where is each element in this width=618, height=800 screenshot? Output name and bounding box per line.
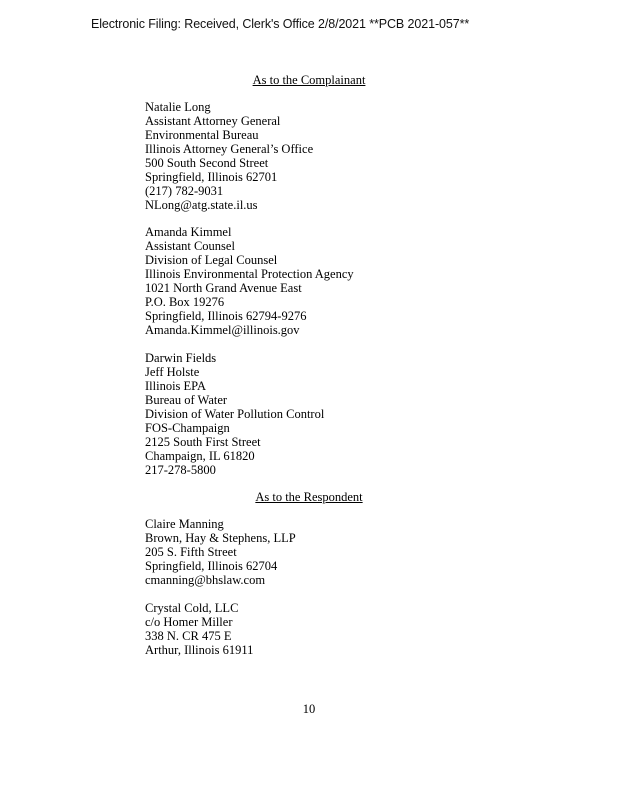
contact-city: Arthur, Illinois 61911 <box>145 643 254 657</box>
contact-block-illinois-epa-fos <box>145 351 565 477</box>
contact-city: Champaign, IL 61820 <box>145 449 255 463</box>
contact-block-crystal-cold <box>145 601 565 657</box>
contact-email: cmanning@bhslaw.com <box>145 573 266 587</box>
contact-street: 2125 South First Street <box>145 435 261 449</box>
contact-name: Natalie Long <box>145 100 211 114</box>
contact-organization: Illinois Attorney General’s Office <box>145 142 314 156</box>
contact-name: Darwin Fields <box>145 351 217 365</box>
contact-city: Springfield, Illinois 62794-9276 <box>145 309 307 323</box>
contact-po-box: P.O. Box 19276 <box>145 295 225 309</box>
contact-title: Assistant Counsel <box>145 239 235 253</box>
contact-organization: Illinois EPA <box>145 379 207 393</box>
contact-street: 205 S. Fifth Street <box>145 545 237 559</box>
contact-name: Jeff Holste <box>145 365 200 379</box>
contact-street: 500 South Second Street <box>145 156 269 170</box>
contact-office: FOS-Champaign <box>145 421 230 435</box>
contact-bureau: Bureau of Water <box>145 393 228 407</box>
contact-email: Amanda.Kimmel@illinois.gov <box>145 323 300 337</box>
contact-department: Environmental Bureau <box>145 128 259 142</box>
contact-city: Springfield, Illinois 62701 <box>145 170 278 184</box>
contact-title: Assistant Attorney General <box>145 114 281 128</box>
contact-care-of: c/o Homer Miller <box>145 615 233 629</box>
page-number: 10 <box>302 702 316 716</box>
contact-street: 338 N. CR 475 E <box>145 629 232 643</box>
contact-division: Division of Legal Counsel <box>145 253 278 267</box>
contact-block-natalie-long <box>145 100 565 212</box>
contact-organization: Illinois Environmental Protection Agency <box>145 267 354 281</box>
contact-division: Division of Water Pollution Control <box>145 407 325 421</box>
filing-stamp: Electronic Filing: Received, Clerk's Office 2/8/2021 **PCB 2021-057** <box>91 17 470 31</box>
contact-name: Claire Manning <box>145 517 224 531</box>
contact-name: Amanda Kimmel <box>145 225 232 239</box>
contact-street: 1021 North Grand Avenue East <box>145 281 302 295</box>
respondent-heading: As to the Respondent <box>255 490 363 504</box>
contact-block-amanda-kimmel <box>145 225 565 337</box>
complainant-heading: As to the Complainant <box>252 73 366 87</box>
contact-phone: 217-278-5800 <box>145 463 216 477</box>
contact-phone: (217) 782-9031 <box>145 184 224 198</box>
contact-city: Springfield, Illinois 62704 <box>145 559 278 573</box>
contact-organization: Crystal Cold, LLC <box>145 601 239 615</box>
contact-email: NLong@atg.state.il.us <box>145 198 258 212</box>
contact-organization: Brown, Hay & Stephens, LLP <box>145 531 296 545</box>
contact-block-claire-manning <box>145 517 565 587</box>
